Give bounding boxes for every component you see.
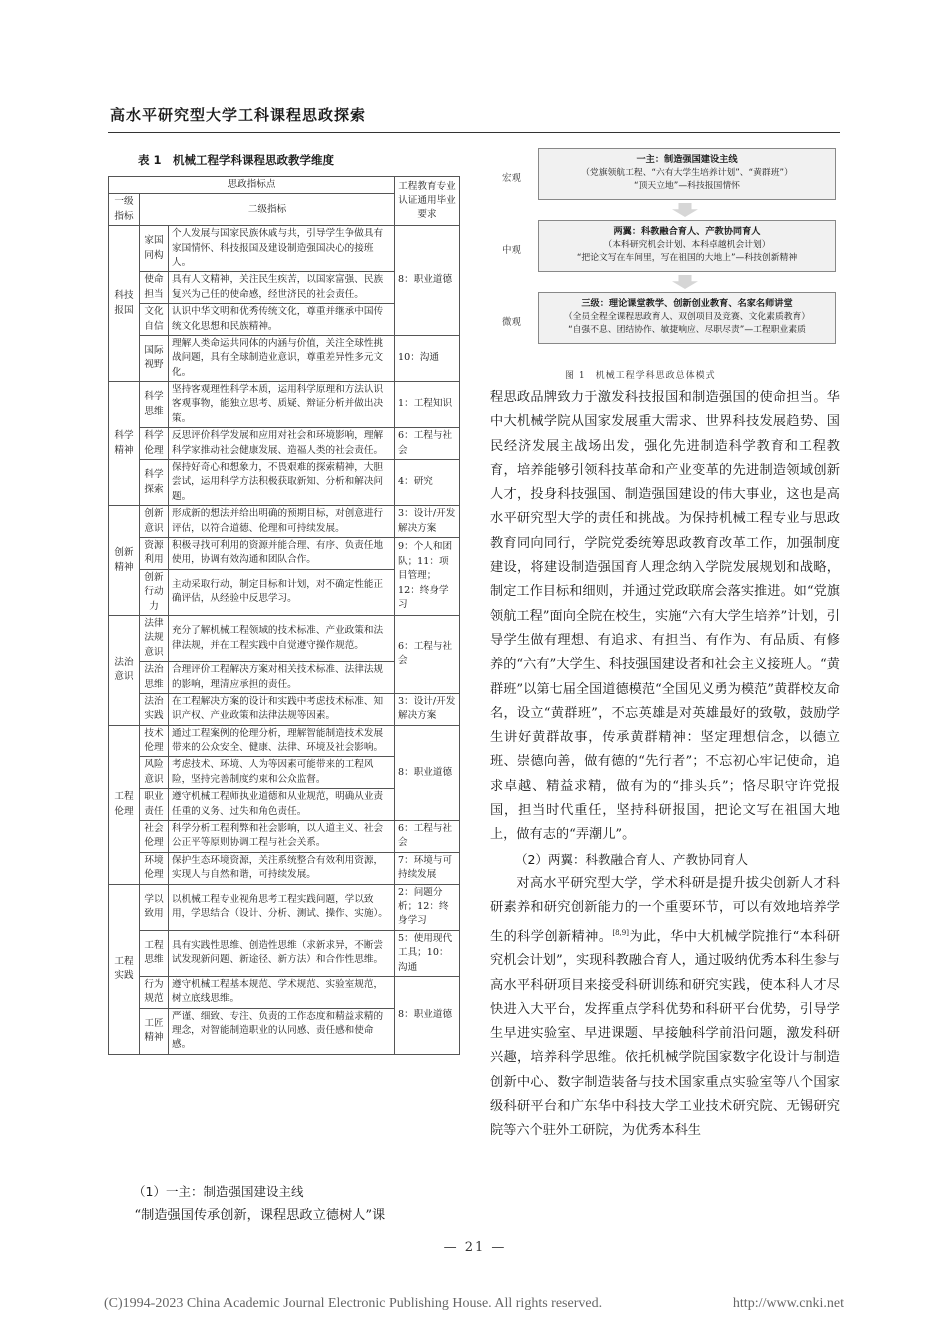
level2-indicator: 行为规范 <box>140 976 169 1008</box>
copyright-text: (C)1994-2023 China Academic Journal Electronic Publishing House. All rights reserved. <box>104 1296 603 1311</box>
figure-level-label: 微观 <box>502 317 522 328</box>
down-arrow-icon <box>672 275 698 289</box>
table-row <box>109 725 460 757</box>
figure-box-line: “顶天立地”—科技报国情怀 <box>634 180 740 191</box>
indicator-description: 以机械工程专业视角思考工程实践问题，学以致用，学思结合（设计、分析、测试、操作、实施）。 <box>169 884 395 930</box>
table-row <box>109 335 460 381</box>
paragraph: “制造强国传承创新，课程思政立德树人”课 <box>134 1208 386 1223</box>
level2-indicator: 文化自信 <box>140 304 169 336</box>
level1-indicator: 法治意识 <box>109 615 140 725</box>
figure-box-micro <box>538 292 836 344</box>
indicator-description: 主动采取行动，制定目标和计划，对不确定性能正确评估，从经验中反思学习。 <box>169 569 395 615</box>
table-row <box>109 884 460 930</box>
figure-box-title: 一主：制造强国建设主线 <box>636 154 738 165</box>
table-head-right: 工程教育专业认证通用毕业要求 <box>395 177 460 226</box>
level2-indicator: 技术伦理 <box>140 725 169 757</box>
graduation-requirement: 6：工程与社会 <box>395 615 460 693</box>
table-head-level1: 一级指标 <box>109 194 140 226</box>
figure-row-macro <box>502 148 840 204</box>
indicator-description: 严谨、细致、专注、负责的工作态度和精益求精的理念，对智能制造职业的认同感、责任感和使命感。 <box>169 1008 395 1054</box>
table-row <box>109 226 460 272</box>
paragraph-part: 为此，华中大机械学院推行“本科研究机会计划”，实现科教融合育人，通过吸纳优秀本科生参与高水平科研项目来接受科研训练和研究实践，使本科人才尽快进入大平台，发挥重点学科优势和科研平台优势，引导学生早进实验室、早进课题、早接触科学前沿问题，激发科研兴趣，培养科学思维。依托机械学院国家数字化设计与制造创新中心、数字制造装备与技术国家重点实验室等八个国家级科研平台和广东华中科技大学工业技术研究院、无锡研究院等六个驻外工研院，为优秀本科生 <box>490 928 840 1139</box>
level2-indicator: 学以致用 <box>140 884 169 930</box>
level2-indicator: 创新意识 <box>140 506 169 538</box>
graduation-requirement: 3：设计/开发解决方案 <box>395 693 460 725</box>
header-divider <box>108 132 840 133</box>
down-arrow-icon <box>672 203 698 217</box>
graduation-requirement: 2：问题分析；12：终身学习 <box>395 884 460 930</box>
figure-box-title: 两翼：科教融合育人、产教协同育人 <box>613 226 761 237</box>
section-heading: （1）一主：制造强国建设主线 <box>133 1184 304 1199</box>
indicator-description: 形成新的想法并给出明确的预期目标，对创意进行评估，以符合道德、伦理和可持续发展。 <box>169 506 395 538</box>
graduation-requirement: 8：职业道德 <box>395 976 460 1054</box>
table-row <box>109 615 460 661</box>
level1-indicator: 科技报国 <box>109 226 140 382</box>
figure-box-line: “自强不息、团结协作、敏捷响应、尽职尽责”—工程职业素质 <box>568 324 806 335</box>
table-row <box>109 506 460 538</box>
table-caption: 表 1 机械工程学科课程思政教学维度 <box>138 153 335 167</box>
figure-row-micro <box>502 292 840 348</box>
running-header: 高水平研究型大学工科课程思政探索 <box>110 106 367 124</box>
level1-indicator: 科学精神 <box>109 382 140 506</box>
level2-indicator: 科学思维 <box>140 382 169 428</box>
paragraph: 程思政品牌致力于激发科技报国和制造强国的使命担当。华中大机械学院从国家发展重大需求、世界科技发展趋势、国民经济发展主战场出发，强化先进制造科学教育和工程教育，培养能够引领科技革命和产业变革的先进制造领域创新人才，投身科技强国、制造强国建设的伟大事业，这也是高水平研究型大学的责任和挑战。为保持机械工程专业与思政教育同向同行，学院党委统筹思政教育改革工作，加强制度建设，将建设制造强国育人理念纳入学院发展规划和战略，制定工作目标和细则，并通过党政联席会落实推进。如“党旗领航工程”面向全院在校生，实施“六有大学生培养”计划，引导学生做有理想、有追求、有担当、有作为、有品质、有修养的“六有”大学生、科技强国建设者和社会主义接班人。“黄群班”以第七届全国道德模范“全国见义勇为模范”黄群校友命名，设立“黄群班”，不忘英雄是对英雄最好的致敬，鼓励学生讲好黄群故事，传承黄群精神：坚定理想信念，以德立班、崇德向善，做有德的“先行者”；不忘初心牢记使命，追求卓越、精益求精，做有为的“排头兵”；恪尽职守许党报国，担当时代重任，坚持科研报国，把论文写在祖国大地上，做有志的“弄潮儿”。 <box>490 390 840 843</box>
figure-box-macro <box>538 148 836 200</box>
figure-box-line: “把论文写在车间里，写在祖国的大地上”—科技创新精神 <box>576 252 798 263</box>
graduation-requirement: 9：个人和团队；11：项目管理；12：终身学习 <box>395 537 460 615</box>
level2-indicator: 环境伦理 <box>140 852 169 884</box>
level1-indicator: 工程伦理 <box>109 725 140 884</box>
level2-indicator: 家国同构 <box>140 226 169 272</box>
table-header-row <box>109 177 460 194</box>
indicator-description: 遵守机械工程师执业道德和从业规范，明确从业责任重的义务、过失和角色责任。 <box>169 789 395 821</box>
right-column-text <box>490 386 840 1144</box>
graduation-requirement: 10：沟通 <box>395 335 460 381</box>
page-number: — 21 — <box>443 1240 507 1255</box>
graduation-requirement: 1：工程知识 <box>395 382 460 428</box>
level2-indicator: 工匠精神 <box>140 1008 169 1054</box>
table-row <box>109 930 460 976</box>
indicator-description: 具有实践性思维、创造性思维（求新求异，不断尝试发现新问题、新途径、新方法）和合作性思维。 <box>169 930 395 976</box>
table-row <box>109 382 460 428</box>
indicator-description: 遵守机械工程基本规范、学术规范、实验室规范，树立底线思维。 <box>169 976 395 1008</box>
indicator-description: 具有人文精神，关注民生疾苦，以国家富强、民族复兴为己任的使命感，经世济民的社会责任。 <box>169 272 395 304</box>
graduation-requirement: 8：职业道德 <box>395 226 460 336</box>
indicator-description: 通过工程案例的伦理分析，理解智能制造技术发展带来的公众安全、健康、法律、环境及社会影响。 <box>169 725 395 757</box>
level2-indicator: 国际视野 <box>140 335 169 381</box>
figure-box-meso <box>538 220 836 272</box>
table-row <box>109 976 460 1008</box>
figure-box-line: （全员全程全课程思政育人、双创项目及竞赛、文化素质教育） <box>563 311 811 322</box>
level2-indicator: 法律法规意识 <box>140 615 169 661</box>
indicator-description: 保护生态环境资源，关注系统整合有效利用资源，实现人与自然和谐，可持续发展。 <box>169 852 395 884</box>
graduation-requirement: 4：研究 <box>395 460 460 506</box>
level2-indicator: 使命担当 <box>140 272 169 304</box>
graduation-requirement: 8：职业道德 <box>395 725 460 820</box>
level1-indicator: 创新精神 <box>109 506 140 616</box>
indicator-description: 考虑技术、环境、人为等因素可能带来的工程风险，坚持完善制度约束和公众监督。 <box>169 757 395 789</box>
citation: [8,9] <box>612 928 629 937</box>
copyright-footer <box>104 1296 844 1312</box>
level1-indicator: 工程实践 <box>109 884 140 1054</box>
graduation-requirement: 7：环境与可持续发展 <box>395 852 460 884</box>
level2-indicator: 社会伦理 <box>140 821 169 853</box>
figure-level-label: 中观 <box>502 245 522 256</box>
graduation-requirement: 6：工程与社会 <box>395 821 460 853</box>
indicator-description: 在工程解决方案的设计和实践中考虑技术标准、知识产权、产业政策和法律法规等因素。 <box>169 693 395 725</box>
dimensions-table <box>108 176 460 1055</box>
indicator-description: 合理评价工程解决方案对相关技术标准、法律法规的影响，理清应承担的责任。 <box>169 662 395 694</box>
indicator-description: 充分了解机械工程领域的技术标准、产业政策和法律法规，并在工程实践中自觉遵守操作规范。 <box>169 615 395 661</box>
level2-indicator: 资源利用 <box>140 537 169 569</box>
table-row <box>109 537 460 569</box>
table-row <box>109 428 460 460</box>
site-link[interactable]: http://www.cnki.net <box>732 1296 844 1311</box>
figure-caption: 图 1 机械工程学科思政总体模式 <box>565 371 716 381</box>
table-head-top: 思政指标点 <box>109 177 395 194</box>
level2-indicator: 科学探索 <box>140 460 169 506</box>
level2-indicator: 工程思维 <box>140 930 169 976</box>
figure-box-line: （党旗领航工程、“六有大学生培养计划”、“黄群班”） <box>581 167 793 178</box>
pattern-figure <box>502 148 840 356</box>
figure-box-title: 三级：理论课堂教学、创新创业教育、名家名师讲堂 <box>581 298 793 309</box>
paragraph <box>490 872 840 1144</box>
figure-box-line: （本科研究机会计划、本科卓越机会计划） <box>603 239 771 250</box>
graduation-requirement: 6：工程与社会 <box>395 428 460 460</box>
indicator-description: 保持好奇心和想象力，不畏艰难的探索精神，大胆尝试，运用科学方法积极获取新知、分析和解决问题。 <box>169 460 395 506</box>
figure-row-meso <box>502 220 840 276</box>
level2-indicator: 法治实践 <box>140 693 169 725</box>
level2-indicator: 创新行动力 <box>140 569 169 615</box>
table-head-level2: 二级指标 <box>140 194 395 226</box>
level2-indicator: 风险意识 <box>140 757 169 789</box>
indicator-description: 个人发展与国家民族休戚与共，引导学生争做具有家国情怀、科技报国及建设制造强国决心的接班人。 <box>169 226 395 272</box>
left-column-text <box>108 1180 460 1228</box>
table-row <box>109 460 460 506</box>
indicator-description: 理解人类命运共同体的内涵与价值，关注全球性挑战问题，具有全球制造业意识，尊重差异性多元文化。 <box>169 335 395 381</box>
level2-indicator: 法治思维 <box>140 662 169 694</box>
indicator-description: 认识中华文明和优秀传统文化，尊重并继承中国传统文化思想和民族精神。 <box>169 304 395 336</box>
indicator-description: 积极寻找可利用的资源并能合理、有序、负责任地使用，协调有效沟通和团队合作。 <box>169 537 395 569</box>
table-row <box>109 693 460 725</box>
level2-indicator: 职业责任 <box>140 789 169 821</box>
indicator-description: 反思评价科学发展和应用对社会和环境影响，理解科学家推动社会健康发展、造福人类的社会责任。 <box>169 428 395 460</box>
table-row <box>109 852 460 884</box>
level2-indicator: 科学伦理 <box>140 428 169 460</box>
figure-level-label: 宏观 <box>502 173 522 184</box>
graduation-requirement: 3：设计/开发解决方案 <box>395 506 460 538</box>
paragraph-part: 对高水平研究型大学，学术科研是提升拔尖创新人才科研素养和研究创新能力的一个重要环节，可以有效地培养学生的科学创新精神。 <box>490 875 840 944</box>
indicator-description: 科学分析工程利弊和社会影响，以人道主义、社会公正平等原则协调工程与社会关系。 <box>169 821 395 853</box>
graduation-requirement: 5：使用现代工具；10：沟通 <box>395 930 460 976</box>
table-row <box>109 821 460 853</box>
indicator-description: 坚持客观理性科学本质，运用科学原理和方法认识客观事物，能独立思考、质疑、辩证分析并做出决策。 <box>169 382 395 428</box>
section-heading: （2）两翼：科教融合育人、产教协同育人 <box>515 851 748 867</box>
